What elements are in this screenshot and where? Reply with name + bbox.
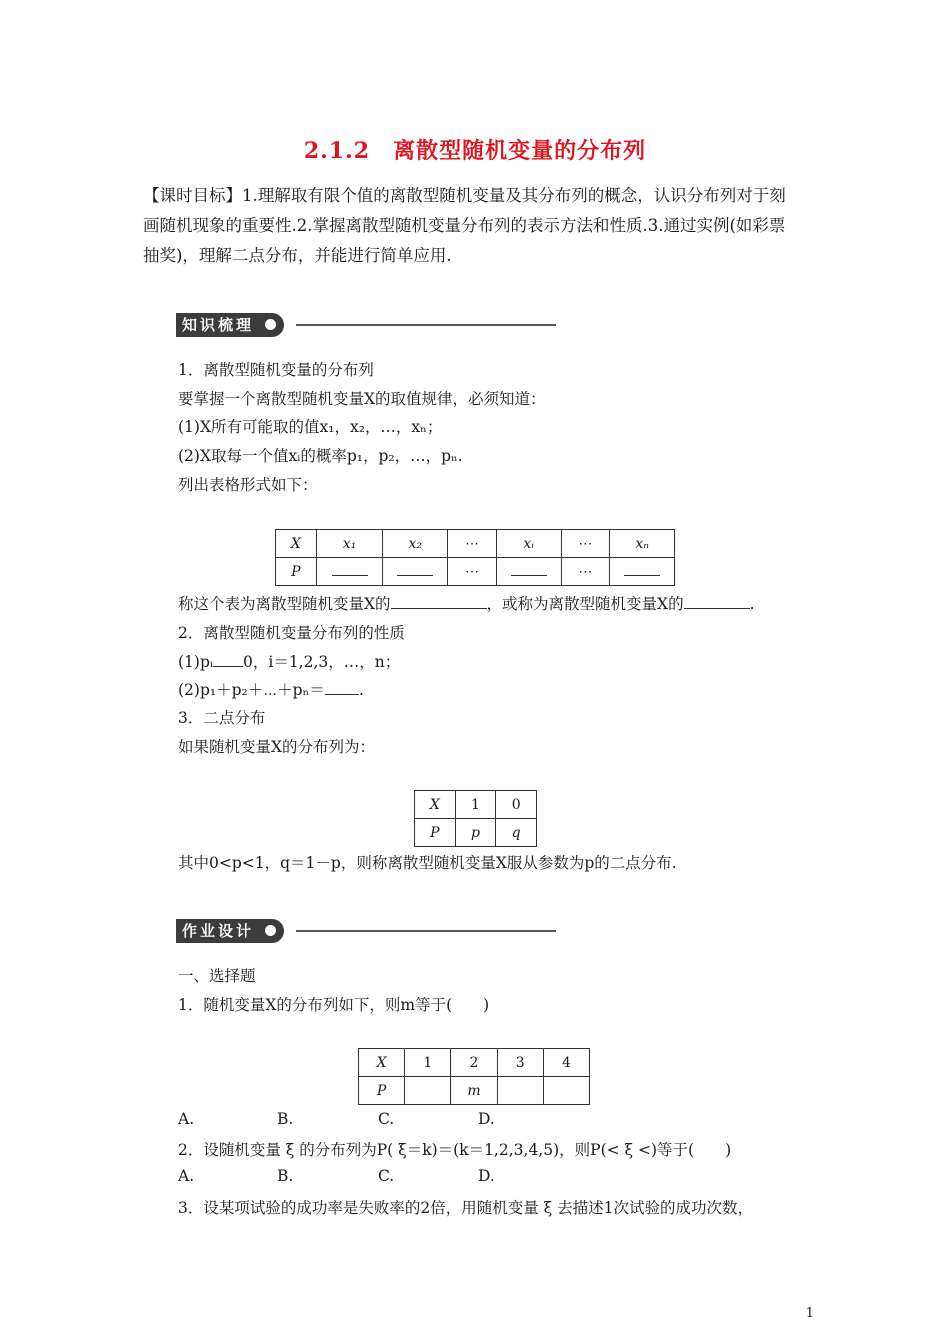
item1-c: 列出表格形式如下： bbox=[178, 476, 318, 494]
distribution-table-q1 bbox=[358, 1048, 590, 1105]
item1-b: (2)X取每一个值xᵢ的概率p₁，p₂，…，pₙ. bbox=[178, 447, 463, 465]
bullet-dot-icon bbox=[265, 319, 276, 330]
q1-option-b: B. bbox=[277, 1110, 294, 1128]
q2-option-a: A. bbox=[178, 1167, 195, 1185]
part-title: 一、选择题 bbox=[178, 967, 256, 985]
table-row bbox=[359, 1077, 590, 1105]
table-cell: P bbox=[415, 819, 456, 847]
table-cell-blank bbox=[316, 558, 383, 586]
item1-intro: 要掌握一个离散型随机变量X的取值规律，必须知道： bbox=[178, 390, 546, 408]
table-row bbox=[276, 530, 675, 558]
item2-b-text-a: (2)p₁＋p₂＋⋯＋pₙ＝ bbox=[178, 681, 325, 699]
table-cell: ⋯ bbox=[448, 558, 497, 586]
item1-a: (1)X所有可能取的值x₁，x₂，…，xₙ； bbox=[178, 418, 443, 436]
table-cell: 0 bbox=[496, 791, 537, 819]
q1-option-a: A. bbox=[178, 1110, 195, 1128]
table-row bbox=[415, 791, 537, 819]
table-cell: ⋯ bbox=[561, 530, 610, 558]
table-cell: xᵢ bbox=[496, 530, 561, 558]
answer-blank bbox=[325, 694, 359, 695]
table-cell: 3 bbox=[497, 1049, 543, 1077]
item1-after-text-a: 称这个表为离散型随机变量X的 bbox=[178, 595, 391, 613]
page-number: 1 bbox=[805, 1306, 814, 1321]
q2-option-d: D. bbox=[478, 1167, 495, 1185]
distribution-table-general bbox=[275, 529, 675, 586]
q1-option-d: D. bbox=[478, 1110, 495, 1128]
item3-title: 3．二点分布 bbox=[178, 709, 266, 727]
table-cell: 4 bbox=[543, 1049, 589, 1077]
table-cell: P bbox=[276, 558, 317, 586]
table-cell: m bbox=[451, 1077, 497, 1105]
goals-line-1: 【课时目标】1.理解取有限个值的离散型随机变量及其分布列的概念，认识分布列对于刻 bbox=[143, 186, 786, 205]
goals-line-3: 抽奖)，理解二点分布，并能进行简单应用. bbox=[143, 246, 452, 265]
table-cell: P bbox=[359, 1077, 405, 1105]
item2-title: 2．离散型随机变量分布列的性质 bbox=[178, 624, 405, 642]
table-cell bbox=[497, 1077, 543, 1105]
table-cell: ⋯ bbox=[561, 558, 610, 586]
question-2: 2．设随机变量 ξ 的分布列为P( ξ＝k)＝(k＝1,2,3,4,5)，则P(< ξ <)等于( ) bbox=[178, 1141, 732, 1159]
item3-after: 其中0<p<1，q＝1－p，则称离散型随机变量X服从参数为p的二点分布. bbox=[178, 854, 677, 872]
item1-after bbox=[178, 592, 755, 614]
section-header-label bbox=[176, 313, 284, 337]
item1-title: 1．离散型随机变量的分布列 bbox=[178, 361, 374, 379]
table-cell: xₙ bbox=[610, 530, 675, 558]
answer-blank bbox=[391, 608, 487, 609]
table-row bbox=[359, 1049, 590, 1077]
section-divider bbox=[296, 930, 556, 932]
table-cell: q bbox=[496, 819, 537, 847]
distribution-table-two-point bbox=[414, 790, 537, 847]
item2-b-text-b: . bbox=[358, 681, 364, 699]
table-cell bbox=[543, 1077, 589, 1105]
item2-a-text-b: 0，i＝1,2,3，…，n； bbox=[243, 653, 401, 671]
table-cell: 2 bbox=[451, 1049, 497, 1077]
goals-line-2: 画随机现象的重要性.2.掌握离散型随机变量分布列的表示方法和性质.3.通过实例(如彩票 bbox=[143, 216, 786, 235]
item2-a-text-a: (1)pᵢ bbox=[178, 653, 213, 671]
item2-a bbox=[178, 650, 400, 672]
question-3: 3．设某项试验的成功率是失败率的2倍，用随机变量 ξ 去描述1次试验的成功次数， bbox=[178, 1199, 753, 1217]
table-cell: 1 bbox=[455, 791, 496, 819]
q2-option-b: B. bbox=[277, 1167, 294, 1185]
table-cell-blank bbox=[383, 558, 448, 586]
section-header-label bbox=[176, 919, 284, 943]
table-cell bbox=[405, 1077, 451, 1105]
table-cell-blank bbox=[610, 558, 675, 586]
table-cell: X bbox=[276, 530, 317, 558]
table-cell: X bbox=[359, 1049, 405, 1077]
table-cell-blank bbox=[496, 558, 561, 586]
answer-blank bbox=[213, 666, 243, 667]
item3-intro: 如果随机变量X的分布列为： bbox=[178, 738, 376, 756]
table-cell: 1 bbox=[405, 1049, 451, 1077]
section-divider bbox=[296, 324, 556, 326]
table-cell: p bbox=[455, 819, 496, 847]
page-title: 2.1.2 离散型随机变量的分布列 bbox=[303, 138, 647, 164]
item1-after-text-b: ，或称为离散型随机变量X的 bbox=[486, 595, 684, 613]
table-cell: X bbox=[415, 791, 456, 819]
item1-after-text-c: . bbox=[749, 595, 755, 613]
bullet-dot-icon bbox=[265, 925, 276, 936]
section-header-text: 知识梳理 bbox=[182, 316, 255, 334]
answer-blank bbox=[684, 608, 750, 609]
q1-option-c: C. bbox=[378, 1110, 395, 1128]
table-cell: x₁ bbox=[316, 530, 383, 558]
table-cell: ⋯ bbox=[448, 530, 497, 558]
table-row bbox=[276, 558, 675, 586]
item2-b bbox=[178, 678, 364, 700]
table-row bbox=[415, 819, 537, 847]
section-header-text: 作业设计 bbox=[182, 922, 255, 940]
question-1: 1．随机变量X的分布列如下，则m等于( ) bbox=[178, 996, 490, 1014]
q2-option-c: C. bbox=[378, 1167, 395, 1185]
table-cell: x₂ bbox=[383, 530, 448, 558]
